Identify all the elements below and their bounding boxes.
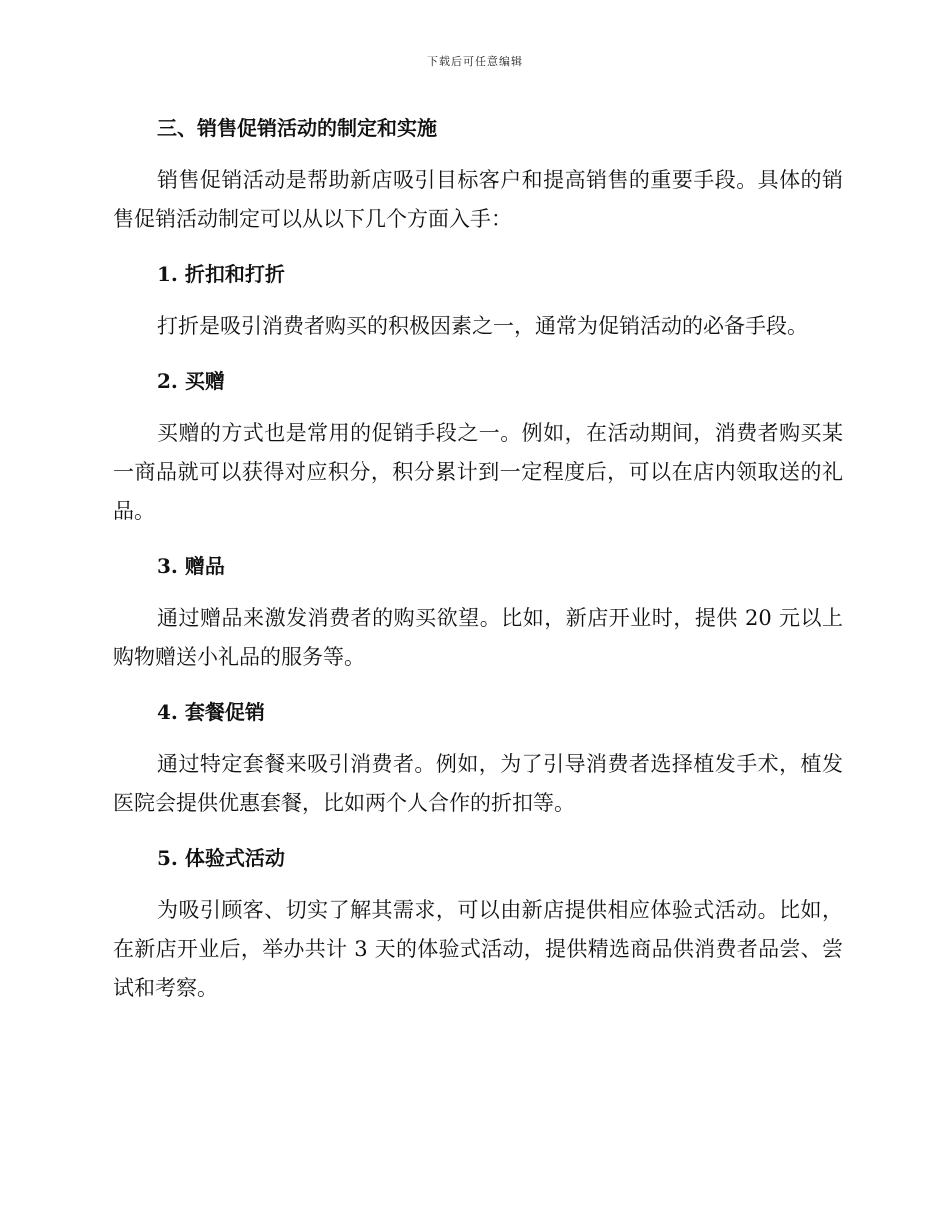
document-body [113, 108, 843, 1008]
item-body-discount: 打折是吸引消费者购买的积极因素之一，通常为促销活动的必备手段。 [157, 314, 808, 338]
page-header-note: 下载后可任意编辑 [427, 55, 523, 68]
item-heading-gifts: 3. 赠品 [157, 554, 225, 578]
item-body-experience: 为吸引顾客、切实了解其需求，可以由新店提供相应体验式活动。比如，在新店开业后，举办共计 3 天的体验式活动，提供精选商品供消费者品尝、尝试和考察。 [113, 898, 843, 1000]
item-body-package: 通过特定套餐来吸引消费者。例如，为了引导消费者选择植发手术，植发医院会提供优惠套餐，比如两个人合作的折扣等。 [113, 752, 843, 815]
item-heading-discount: 1. 折扣和打折 [157, 262, 285, 286]
item-heading-package: 4. 套餐促销 [157, 700, 265, 724]
section-intro-paragraph: 销售促销活动是帮助新店吸引目标客户和提高销售的重要手段。具体的销售促销活动制定可以从以下几个方面入手： [113, 168, 843, 231]
item-heading-buy-gift: 2. 买赠 [157, 369, 225, 393]
item-heading-experience: 5. 体验式活动 [157, 846, 285, 870]
item-body-gifts: 通过赠品来激发消费者的购买欲望。比如，新店开业时，提供 20 元以上购物赠送小礼品的服务等。 [113, 606, 843, 669]
section-title: 三、销售促销活动的制定和实施 [157, 116, 437, 140]
item-body-buy-gift: 买赠的方式也是常用的促销手段之一。例如，在活动期间，消费者购买某一商品就可以获得对应积分，积分累计到一定程度后，可以在店内领取送的礼品。 [113, 421, 843, 523]
